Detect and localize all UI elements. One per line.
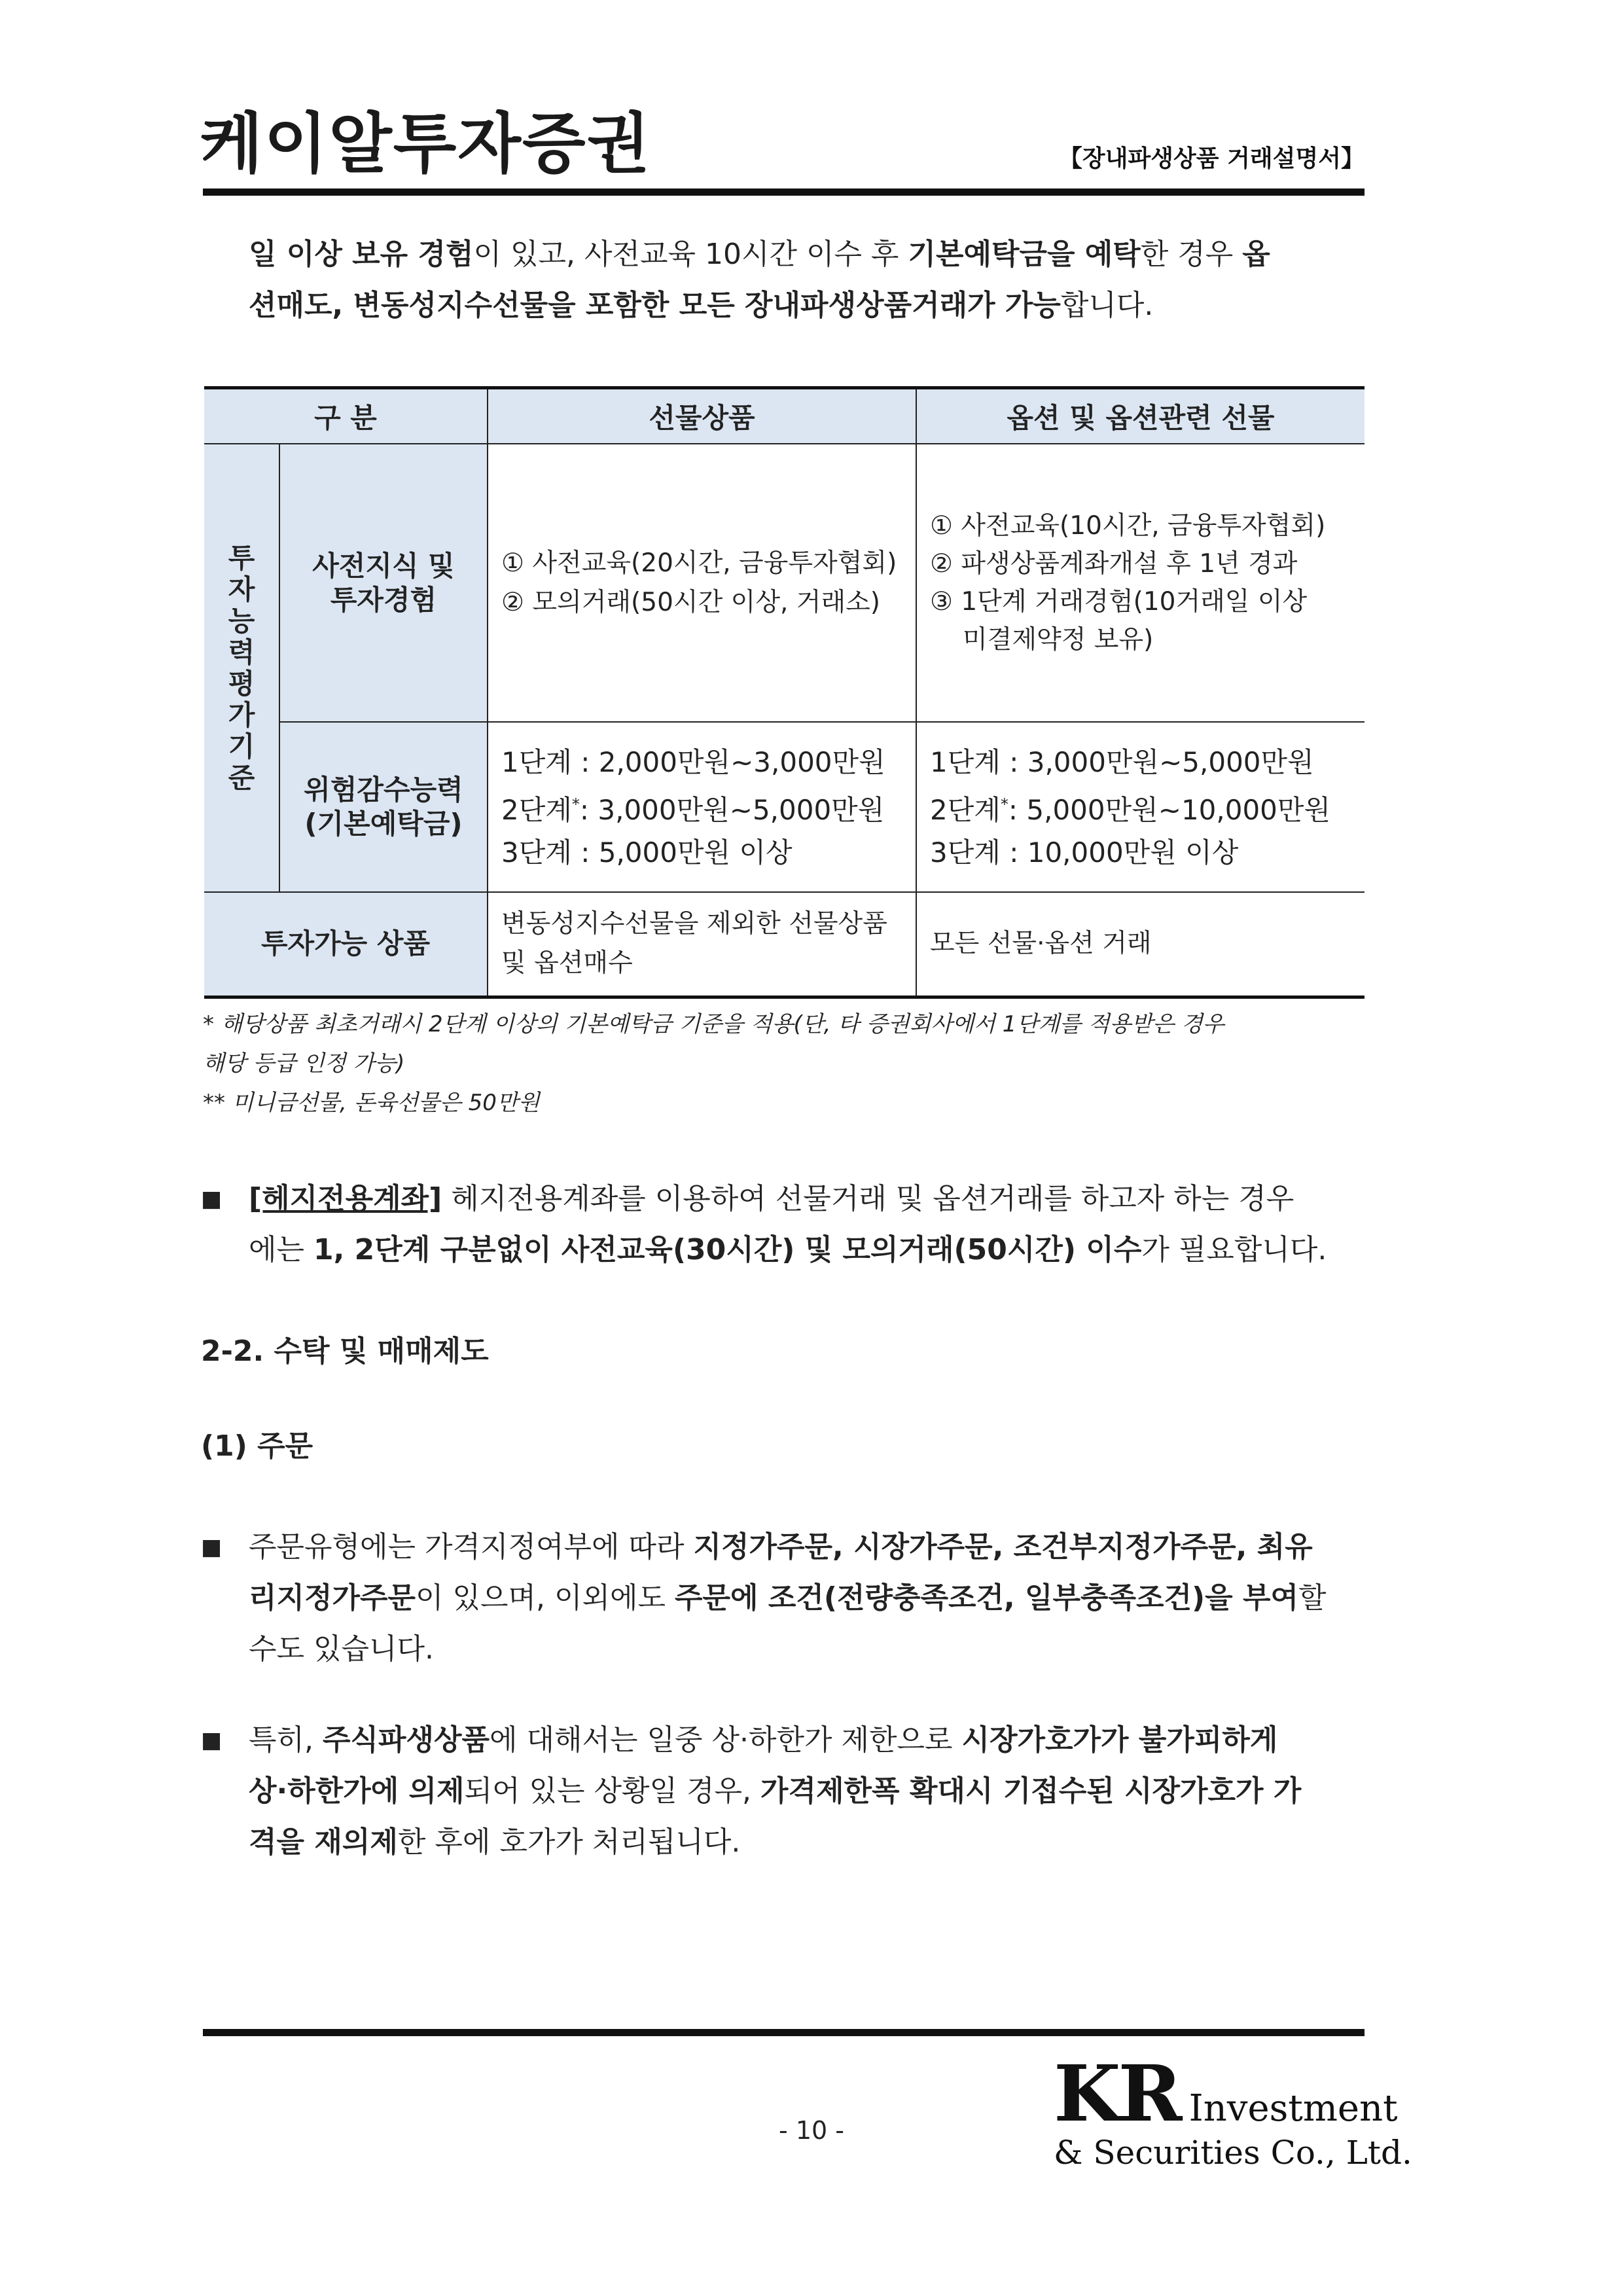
table-row-products — [204, 892, 1364, 997]
table-header-row — [204, 388, 1364, 444]
document-type: 【장내파생상품 거래설명서】 — [1058, 145, 1364, 172]
footer-rule — [203, 2029, 1364, 2036]
bullet-icon: ■ — [201, 1534, 223, 1560]
header-category: 구 분 — [204, 388, 488, 444]
footnotes: * 해당상품 최초거래시 2단계 이상의 기본예탁금 기준을 적용(단, 타 증권회사에서 1단계를 적용받은 경우 해당 등급 인정 가능) ** 미니금선물, 돈육선물은 50만원 — [203, 1011, 1224, 1116]
stock-derivatives-paragraph: 특히, 주식파생상품에 대해서는 일중 상·하한가 제한으로 시장가호가가 불가피하게 상·하한가에 의제되어 있는 상황일 경우, 가격제한폭 확대시 기접수된 시장가호가 가 격을 재의제한 후에 호가가 처리됩니다. — [249, 1723, 1302, 1859]
header-rule — [203, 188, 1364, 196]
page-number: - 10 - — [779, 2116, 844, 2145]
cell-futures-deposit: 1단계 : 2,000만원~3,000만원 2단계*: 3,000만원~5,000만원 3단계 : 5,000만원 이상 — [488, 722, 916, 892]
bullet-icon: ■ — [201, 1186, 223, 1212]
cell-futures-products: 변동성지수선물을 제외한 선물상품 및 옵션매수 — [488, 892, 916, 997]
evaluation-table — [204, 386, 1364, 999]
order-types-paragraph: 주문유형에는 가격지정여부에 따라 지정가주문, 시장가주문, 조건부지정가주문, 최유 리지정가주문이 있으며, 이외에도 주문에 조건(전량충족조건, 일부충족조건)을 부여할 수도 있습니다. — [249, 1530, 1327, 1666]
cell-options-knowledge: ① 사전교육(10시간, 금융투자협회) ② 파생상품계좌개설 후 1년 경과 ③ 1단계 거래경험(10거래일 이상 미결제약정 보유) — [916, 444, 1364, 722]
header-options: 옵션 및 옵션관련 선물 — [916, 388, 1364, 444]
subsection-title: (1) 주문 — [201, 1429, 313, 1463]
intro-paragraph — [249, 229, 1364, 331]
row-label-knowledge: 사전지식 및 투자경험 — [279, 444, 488, 722]
cell-options-products: 모든 선물·옵션 거래 — [916, 892, 1364, 997]
company-brand — [1054, 2048, 1412, 2172]
hedge-paragraph: [헤지전용계좌] 헤지전용계좌를 이용하여 선물거래 및 옵션거래를 하고자 하는 경우 에는 1, 2단계 구분없이 사전교육(30시간) 및 모의거래(50시간) 이수가 필요합니다. — [249, 1182, 1327, 1266]
brand-kr: KR — [1054, 2048, 1180, 2139]
table-row-knowledge — [204, 444, 1364, 722]
section-title: 2-2. 수탁 및 매매제도 — [201, 1335, 489, 1368]
cell-futures-knowledge: ① 사전교육(20시간, 금융투자협회) ② 모의거래(50시간 이상, 거래소) — [488, 444, 916, 722]
row-label-deposit: 위험감수능력 (기본예탁금) — [279, 722, 488, 892]
company-logo: 케이알투자증권 — [200, 105, 652, 182]
brand-investment: Investment — [1188, 2087, 1398, 2130]
cell-options-deposit: 1단계 : 3,000만원~5,000만원 2단계*: 5,000만원~10,000만원 3단계 : 10,000만원 이상 — [916, 722, 1364, 892]
row-label-products: 투자가능 상품 — [204, 892, 488, 997]
brand-securities: & Securities Co., Ltd. — [1054, 2134, 1412, 2172]
side-label-evaluation: 투 자 능 력 평 가 기 준 — [204, 444, 279, 892]
bullet-icon: ■ — [201, 1727, 223, 1753]
table-row-deposit — [204, 722, 1364, 892]
intro-line-1: 일 이상 보유 경험이 있고, 사전교육 10시간 이수 후 기본예탁금을 예탁한 경우 옵 — [249, 238, 1270, 271]
header-futures: 선물상품 — [488, 388, 916, 444]
intro-line-2: 션매도, 변동성지수선물을 포함한 모든 장내파생상품거래가 가능합니다. — [249, 289, 1154, 322]
